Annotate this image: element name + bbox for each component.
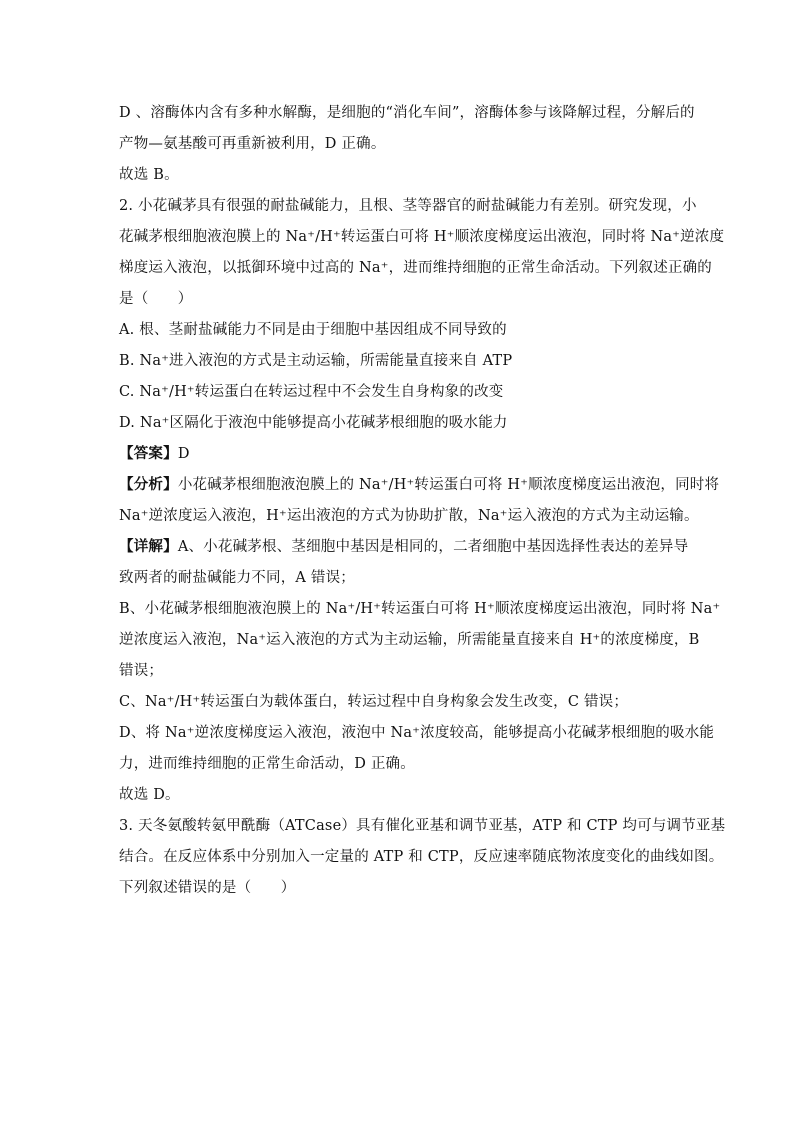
text-line: 结合。在反应体系中分别加入一定量的 ATP 和 CTP，反应速率随底物浓度变化的曲线如图。 — [119, 849, 724, 865]
text-line: 错误； — [119, 663, 164, 679]
text-line: 故选 B。 — [119, 167, 179, 183]
text-line: 是（ ） — [119, 291, 193, 307]
answer-label: 【答案】 — [119, 445, 178, 462]
text-line: C、Na⁺/H⁺转运蛋白为载体蛋白，转运过程中自身构象会发生改变，C 错误； — [119, 694, 629, 710]
text-line: 致两者的耐盐碱能力不同，A 错误； — [119, 570, 355, 586]
analysis-line — [119, 475, 720, 495]
analysis-text: 小花碱茅根细胞液泡膜上的 Na⁺/H⁺转运蛋白可将 H⁺顺浓度梯度运出液泡，同时将 — [177, 477, 720, 493]
text-line: 梯度运入液泡，以抵御环境中过高的 Na⁺，进而维持细胞的正常生命活动。下列叙述正确的 — [119, 260, 712, 276]
analysis-label: 【分析】 — [119, 476, 178, 493]
text-line: 花碱茅根细胞液泡膜上的 Na⁺/H⁺转运蛋白可将 H⁺顺浓度梯度运出液泡，同时将 Na⁺逆浓度 — [119, 229, 725, 245]
text-line: 逆浓度运入液泡，Na⁺运入液泡的方式为主动运输，所需能量直接来自 H⁺的浓度梯度，B — [119, 632, 700, 648]
detail-label: 【详解】 — [119, 538, 178, 555]
option-a: A. 根、茎耐盐碱能力不同是由于细胞中基因组成不同导致的 — [119, 322, 507, 338]
text-line: D 、溶酶体内含有多种水解酶，是细胞的“消化车间”，溶酶体参与该降解过程，分解后的 — [119, 105, 695, 121]
text-line: D、将 Na⁺逆浓度梯度运入液泡，液泡中 Na⁺浓度较高，能够提高小花碱茅根细胞的吸水能 — [119, 725, 715, 741]
option-c: C. Na⁺/H⁺转运蛋白在转运过程中不会发生自身构象的改变 — [119, 384, 504, 400]
answer-line — [119, 444, 714, 464]
text-line: 下列叙述错误的是（ ） — [119, 880, 296, 896]
question-2-stem: 2. 小花碱茅具有很强的耐盐碱能力，且根、茎等器官的耐盐碱能力有差别。研究发现，小 — [119, 198, 697, 214]
option-d: D. Na⁺区隔化于液泡中能够提高小花碱茅根细胞的吸水能力 — [119, 415, 508, 431]
question-3-stem: 3. 天冬氨酸转氨甲酰酶（ATCase）具有催化亚基和调节亚基，ATP 和 CTP 均可与调节亚基 — [119, 818, 726, 834]
text-line: Na⁺逆浓度运入液泡，H⁺运出液泡的方式为协助扩散，Na⁺运入液泡的方式为主动运输。 — [119, 508, 699, 524]
option-b: B. Na⁺进入液泡的方式是主动运输，所需能量直接来自 ATP — [119, 353, 513, 369]
text-line: 产物—氨基酸可再重新被利用，D 正确。 — [119, 136, 386, 152]
text-line: 力，进而维持细胞的正常生命活动，D 正确。 — [119, 756, 415, 772]
answer-value: D — [177, 446, 190, 462]
detail-line — [119, 537, 714, 557]
text-line: B、小花碱茅根细胞液泡膜上的 Na⁺/H⁺转运蛋白可将 H⁺顺浓度梯度运出液泡，同时将 Na⁺ — [119, 601, 721, 617]
text-line: 故选 D。 — [119, 787, 180, 803]
detail-text: A、小花碱茅根、茎细胞中基因是相同的，二者细胞中基因选择性表达的差异导 — [177, 539, 689, 555]
